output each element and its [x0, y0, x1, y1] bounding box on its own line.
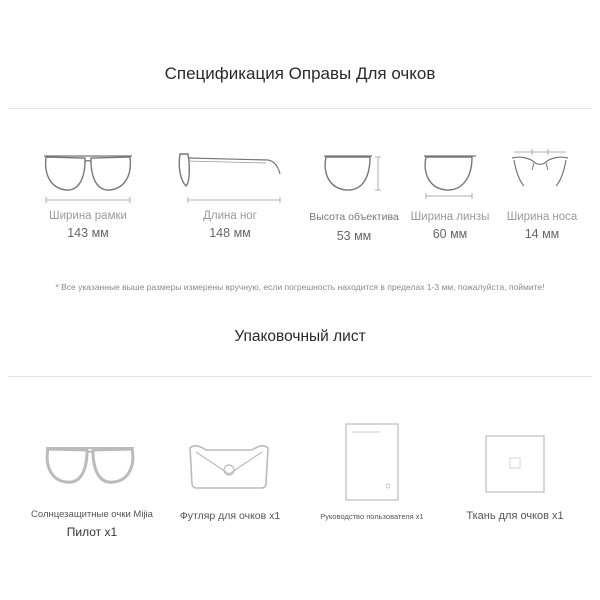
frame-width-icon	[38, 148, 138, 206]
lens-width-icon	[418, 150, 482, 200]
divider	[8, 108, 592, 109]
spec-value: 143 мм	[67, 226, 109, 240]
temple-length-icon	[176, 148, 284, 206]
measurement-note: * Все указанные выше размеры измерены вручную, если погрешность находится в пределах 1-3 мм, пожалуйста, поймите!	[55, 282, 545, 292]
package-cloth-image	[484, 434, 546, 494]
lens-width-diagram	[418, 150, 482, 200]
spec-section-title: Спецификация Оправы Для очков	[164, 64, 436, 83]
package-item-manual	[310, 512, 434, 521]
spec-label: Высота объектива	[309, 211, 399, 223]
package-item-cloth	[442, 510, 588, 522]
glasses-case-icon	[186, 440, 272, 490]
spec-label: Длина ног	[203, 210, 257, 222]
package-section-title: Упаковочный лист	[234, 328, 366, 345]
package-item-label: Футляр для очков x1	[179, 510, 281, 522]
package-item-sunglasses	[18, 509, 166, 539]
spec-value: 53 мм	[336, 229, 372, 243]
lens-height-icon	[318, 150, 382, 200]
sunglasses-icon	[42, 440, 138, 488]
spec-label: Ширина рамки	[49, 210, 127, 222]
spec-value: 148 мм	[209, 226, 251, 240]
spec-value: 14 мм	[524, 227, 560, 241]
spec-label: Ширина носа	[506, 211, 578, 223]
lens-height-diagram	[318, 150, 382, 200]
package-sunglasses-image	[42, 440, 138, 488]
package-case-image	[186, 440, 272, 490]
spec-temple-length	[170, 210, 290, 240]
package-manual-image	[344, 422, 400, 502]
manual-icon	[344, 422, 400, 502]
nose-width-diagram	[510, 146, 570, 200]
package-item-label: Ткань для очков x1	[466, 510, 564, 522]
spec-nose-width	[492, 211, 592, 241]
nose-width-icon	[510, 146, 570, 200]
spec-label: Ширина линзы	[410, 211, 490, 223]
divider	[8, 376, 592, 377]
cloth-icon	[484, 434, 546, 494]
frame-width-diagram	[38, 148, 138, 206]
package-item-case	[160, 510, 300, 522]
temple-length-diagram	[176, 148, 284, 206]
package-item-sub: Пилот x1	[66, 525, 118, 539]
spec-frame-width	[28, 210, 148, 240]
package-item-label: Солнцезащитные очки Mijia	[31, 509, 153, 520]
spec-value: 60 мм	[432, 227, 468, 241]
package-item-label: Руководство пользователя x1	[320, 512, 424, 521]
